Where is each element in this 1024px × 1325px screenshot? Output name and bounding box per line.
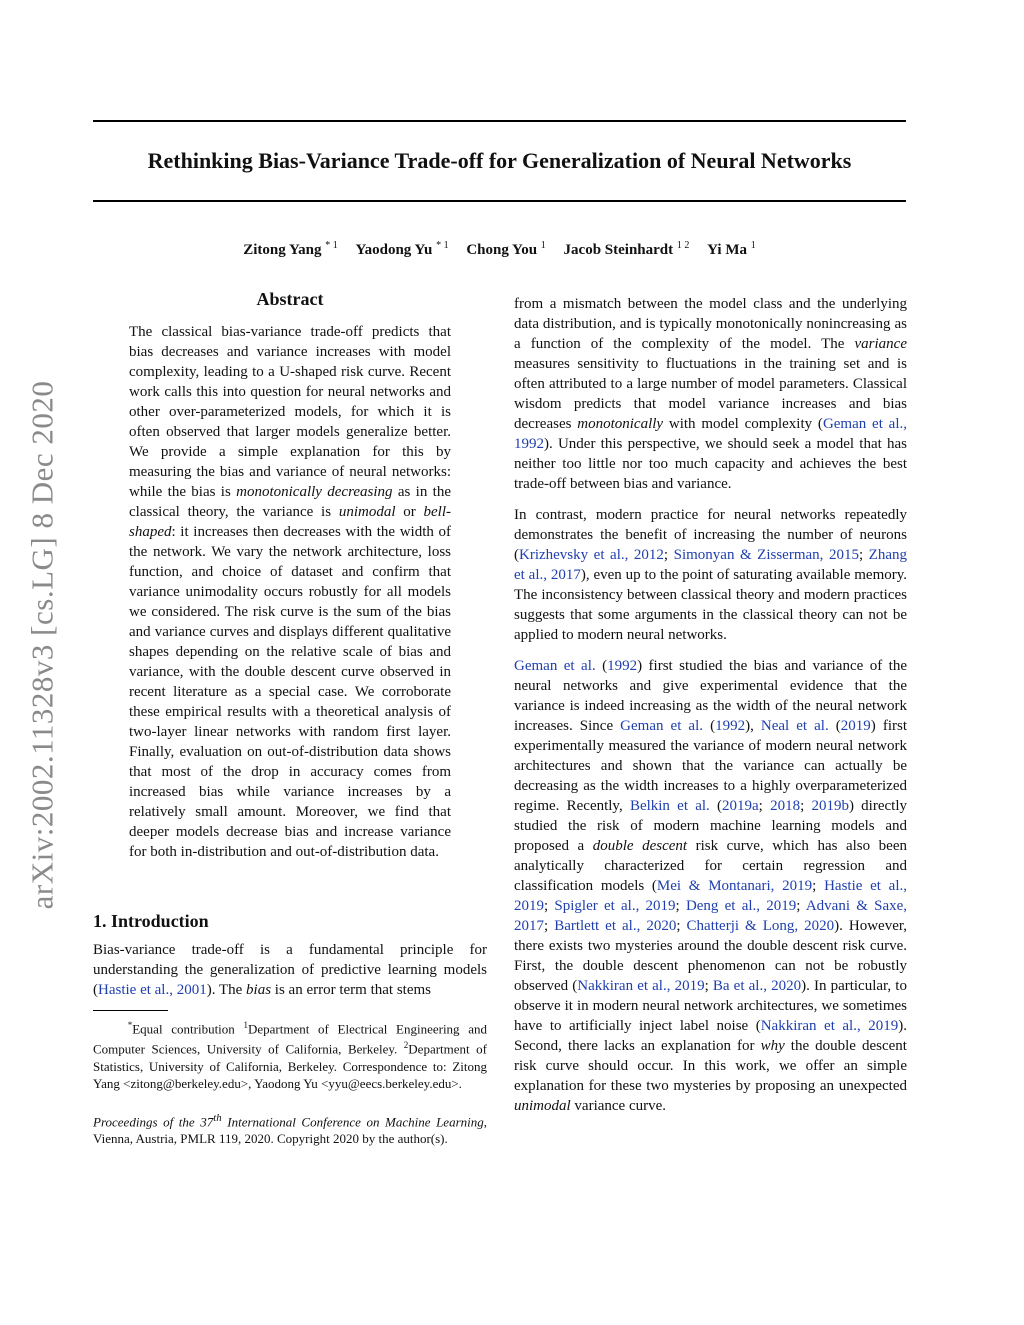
citation-link[interactable]: Bartlett et al., 2020 xyxy=(554,918,677,934)
citation-link[interactable]: Mei & Montanari, 2019 xyxy=(656,878,813,894)
abstract-text: The classical bias-variance trade-off predicts that bias decreases and variance increases with model complexity, leading to a U-shaped risk curve. Recent work calls this into question for neural networks and other over-parameterized models, for which it is often observed that larger models generalize better. We provide a simple explanation for this by measuring the bias and variance of neural networks: while the bias is monotonically decreasing as in the classical theory, the variance is unimodal or bell-shaped: it increases then decreases with the width of the network. We vary the network architecture, loss function, and choice of dataset and confirm that variance unimodality occurs robustly for all models we considered. The risk curve is the sum of the bias and variance curves and displays different qualitative shapes depending on the relative scale of bias and variance, with the double descent curve observed in recent literature as a special case. We corroborate these empirical results with a theoretical analysis of two-layer linear networks with random first layer. Finally, evaluation on out-of-distribution data shows that most of the drop in accuracy comes from increased bias while variance increases by a relatively small amount. Moreover, we find that deeper models decrease bias and increase variance for both in-distribution and out-of-distribution data. xyxy=(129,324,451,860)
author: Zitong Yang $^{* 1}$ xyxy=(243,240,338,258)
body-paragraph: In contrast, modern practice for neural networks repeatedly demonstrates the benefit of increasing the number of neurons (Krizhevsky et al., 2012; Simonyan & Zisserman, 2015; Zhang et al., 2017), even up to the point of saturating available memory. The inconsistency between classical theory and modern practices suggests that some arguments in the classical theory can not be applied to modern neural networks. xyxy=(514,507,908,643)
citation-link[interactable]: Simonyan & Zisserman, 2015 xyxy=(673,547,859,563)
citation-link[interactable]: Geman et al. xyxy=(514,658,596,674)
citation-link[interactable]: Zhang et al., 2017 xyxy=(514,547,907,583)
paper-title: Rethinking Bias-Variance Trade-off for Generalization of Neural Networks xyxy=(147,148,852,173)
arxiv-identifier-text: arXiv:2002.11328v3 [cs.LG] 8 Dec 2020 xyxy=(24,380,59,910)
citation-link[interactable]: Geman et al. xyxy=(620,718,704,734)
body-paragraph: from a mismatch between the model class and the underlying data distribution, and is typically monotonically nonincreasing as a function of the complexity of the model. The variance measures sensitivity to fluctuations in the training set and is often attributed to a large number of model parameters. Classical wisdom predicts that model variance increases and bias decreases monotonically with model complexity (Geman et al., 1992). Under this perspective, we should seek a model that has neither too little nor too much capacity and achieves the best trade-off between bias and variance. xyxy=(514,296,908,492)
citation-link[interactable]: 1992 xyxy=(607,658,638,674)
right-column xyxy=(514,294,907,1116)
intro-paragraph: Bias-variance trade-off is a fundamental principle for understanding the generalization of predictive learning models (Hastie et al., 2001). The bias is an error term that stems xyxy=(93,942,487,998)
introduction-heading: 1. Introduction xyxy=(93,911,209,931)
abstract-heading: Abstract xyxy=(256,289,324,309)
citation-link[interactable]: 2019a xyxy=(722,798,759,814)
left-column xyxy=(93,288,487,1147)
citation-link[interactable]: Hastie et al., 2001 xyxy=(98,982,207,998)
citation-link[interactable]: 2019b xyxy=(811,798,849,814)
citation-link[interactable]: Advani & Saxe, 2017 xyxy=(514,898,908,934)
citation-link[interactable]: Belkin et al. xyxy=(629,798,710,814)
citation-link[interactable]: 1992 xyxy=(715,718,746,734)
arxiv-identifier xyxy=(22,360,62,930)
citation-link[interactable]: Nakkiran et al., 2019 xyxy=(577,978,705,994)
citation-link[interactable]: Spigler et al., 2019 xyxy=(554,898,676,914)
footnote-rule xyxy=(93,1010,168,1011)
author: Chong You $^1$ xyxy=(466,240,546,258)
introduction-section xyxy=(93,910,487,1000)
body-paragraph: Geman et al. (1992) first studied the bias and variance of the neural networks and give experimental evidence that the variance is indeed increasing as the width of the neural network increases. Since Geman et al. (1992), Neal et al. (2019) first experimentally measured the variance of modern neural network architectures and shown that the variance can actually be decreasing as the width increases to a highly overparameterized regime. Recently, Belkin et al. (2019a; 2018; 2019b) directly studied the risk of modern machine learning models and proposed a double descent risk curve, which has also been analytically characterized for certain regression and classification models (Mei & Montanari, 2019; Hastie et al., 2019; Spigler et al., 2019; Deng et al., 2019; Advani & Saxe, 2017; Bartlett et al., 2020; Chatterji & Long, 2020). However, there exists two mysteries around the double descent risk curve. First, the double descent phenomenon can not be robustly observed (Nakkiran et al., 2019; Ba et al., 2020). In particular, to observe it in modern neural network architectures, we sometimes have to artificially inject label noise (Nakkiran et al., 2019). Second, there lacks an explanation for why the double descent risk curve should occur. In this work, we offer an simple explanation for these two mysteries by proposing an unexpected unimodal variance curve. xyxy=(514,658,908,1114)
proceedings-note: Proceedings of the 37th International Conference on Machine Learning, Vienna, Austria, PMLR 119, 2020. Copyright 2020 by the author(s). xyxy=(93,1111,487,1146)
citation-link[interactable]: 2018 xyxy=(770,798,801,814)
citation-link[interactable]: Geman et al., 1992 xyxy=(514,416,908,452)
citation-link[interactable]: Hastie et al., 2019 xyxy=(514,878,907,914)
title-rule-bottom xyxy=(93,200,906,202)
citation-link[interactable]: 2019 xyxy=(840,718,871,734)
citation-link[interactable]: Chatterji & Long, 2020 xyxy=(686,918,835,934)
author: Yi Ma $^1$ xyxy=(707,240,756,258)
citation-link[interactable]: Nakkiran et al., 2019 xyxy=(760,1018,899,1034)
author-list xyxy=(93,236,906,260)
title-rule-top xyxy=(93,120,906,122)
citation-link[interactable]: Krizhevsky et al., 2012 xyxy=(519,547,664,563)
citation-link[interactable]: Neal et al. xyxy=(760,718,829,734)
author: Yaodong Yu $^{* 1}$ xyxy=(355,240,449,258)
footnote: *Equal contribution $^1$Department of Electrical Engineering and Computer Sciences, University of California, Berkeley. $^2$Department of Statistics, University of California, Berkeley. Correspondence to: Zitong Yang <zitong@berkeley.edu>, Yaodong Yu <yyu@eecs.berkeley.edu>. xyxy=(93,1020,488,1091)
citation-link[interactable]: Ba et al., 2020 xyxy=(712,978,802,994)
citation-link[interactable]: Deng et al., 2019 xyxy=(685,898,797,914)
author: Jacob Steinhardt $^{1 2}$ xyxy=(563,240,690,258)
